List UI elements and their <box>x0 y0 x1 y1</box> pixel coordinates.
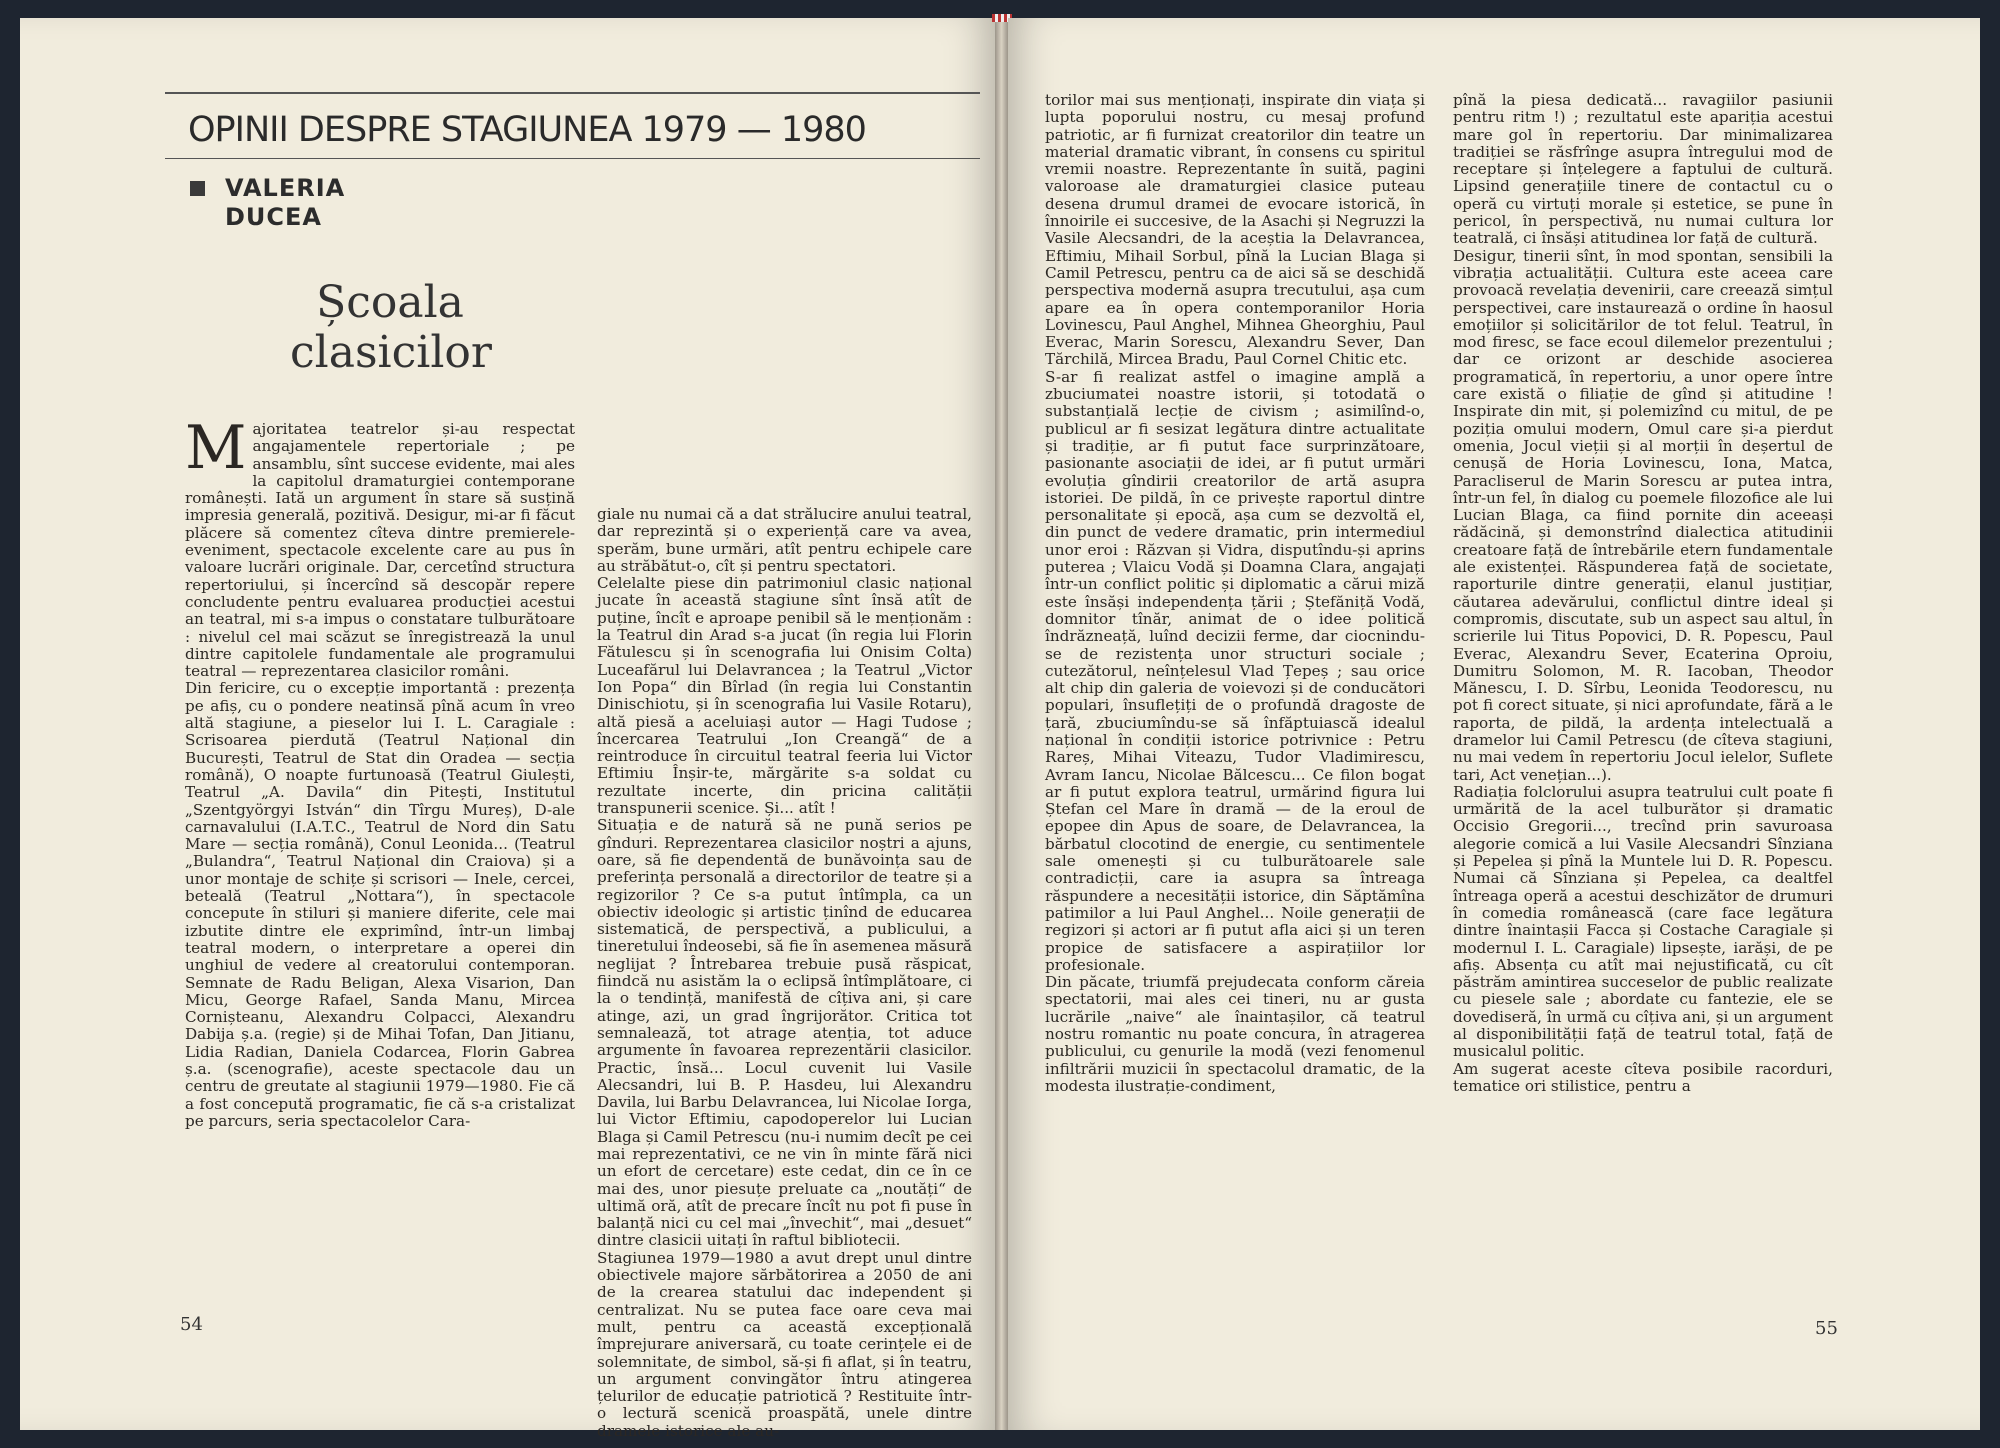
left-page <box>20 18 995 1440</box>
article-column-3: torilor mai sus menționați, inspirate din viața și lupta poporului nostru, cu mesaj profund patriotic, ar fi furnizat creatorilor din teatre un material dramatic vibrant, în consens cu spiritul vremii noastre. Reprezentante în suită, pagini valoroase ale dramaturgiei clasice puteau desena drumul dramei de evocare istorică, în înnoirile ei succesive, de la Asachi și Negruzzi la Vasile Alecsandri, de la aceștia la Delavrancea, Eftimiu, Mihail Sorbul, pînă la Lucian Blaga și Camil Petrescu, pentru ca de aici să se deschidă perspectiva modernă asupra trecutului, așa cum apare ea în opera contemporanilor Horia Lovinescu, Paul Anghel, Mihnea Gheorghiu, Paul Everac, Marin Sorescu, Alexandru Sever, Dan Tărchilă, Mircea Bradu, Paul Cornel Chitic etc. S-ar fi realizat astfel o imagine amplă a zbuciumatei noastre istorii, și totodată o substanțială lecție de civism ; asimilînd-o, publicul ar fi sesizat legătura dintre actualitate și tradiție, ar fi putut face surprinzătoare, pasionante asociații de idei, ar fi putut urmări evoluția gîndirii creatorilor de artă asupra istoriei. De pildă, în ce privește raportul dintre personalitate și epocă, așa cum se dezvoltă el, din punct de vedere dramatic, prin intermediul unor eroi : Răzvan și Vidra, disputîndu-și aprins puterea ; Vlaicu Vodă și Doamna Clara, angajați într-un conflict politic și diplomatic a cărui miză este însăși independența țării ; Ștefăniță Vodă, domnitor tînăr, animat de o idee politică îndrăzneață, luînd decizii ferme, dar ciocnindu-se de rezistența unor structuri sociale ; cutezătorul, neînțelesul Vlad Țepeș ; sau orice alt chip din galeria de voievozi și de conducători populari, însuflețiți de o profundă dragoste de țară, zbuciumîndu-se să înfăptuiască idealul național în condiții istorice potrivnice : Petru Rareș, Mihai Viteazu, Tudor Vladimirescu, Avram Iancu, Nicolae Bălcescu... Ce filon bogat ar fi putut explora teatrul, urmărind figura lui Ștefan cel Mare în dramă — de la eroul de epopee din Apus de soare, de Delavrancea, la bărbatul clocotind de energie, cu sentimentele sale omenești și cu tulburătoarele sale contradicții, care ia asupra sa întreaga răspundere a necesității istorice, din Săptămîna patimilor a lui Paul Anghel... Noile generații de regizori și actori ar fi putut afla aici și un teren propice de satisfacere a aspirațiilor lor profesionale. Din păcate, triumfă prejudecata conform căreia spectatorii, mai ales cei tineri, nu ar gusta lucrările „naive“ ale înaintașilor, că teatrul nostru romantic nu poate concura, în atragerea publicului, cu genurile la modă (vezi fenomenul infiltrării muzicii în spectacolul dramatic, de la modesta ilustrație-condiment, <box>1045 91 1425 1095</box>
article-column-2: giale nu numai că a dat strălucire anului teatral, dar reprezintă și o experiență care va avea, sperăm, bune urmări, atît pentru echipele care au străbătut-o, cît și pentru spectatori. Celelalte piese din patrimoniul clasic național jucate în această stagiune sînt însă atît de puține, încît e aproape penibil să le menționăm : la Teatrul din Arad s-a jucat (în regia lui Florin Fătulescu și în scenografia lui Onisim Colta) Luceafărul lui Delavrancea ; la Teatrul „Victor Ion Popa“ din Bîrlad (în regia lui Constantin Dinischiotu, și în scenografia lui Vasile Rotaru), altă piesă a aceluiași autor — Hagi Tudose ; încercarea Teatrului „Ion Creangă“ de a reintroduce în circuitul teatral feeria lui Victor Eftimiu Înșir-te, mărgărite s-a soldat cu rezultate incerte, din pricina calității transpunerii scenice. Și... atît ! Situația e de natură să ne pună serios pe gînduri. Reprezentarea clasicilor noștri a ajuns, oare, să fie dependentă de bunăvoința sau de preferința personală a directorilor de teatre și a regizorilor ? Ce s-a putut întîmpla, ca un obiectiv ideologic și artistic ținînd de educarea sistematică, de perspectivă, a publicului, a tineretului îndeosebi, să fie în asemenea măsură neglijat ? Întrebarea trebuie pusă răspicat, fiindcă nu asistăm la o eclipsă întîmplătoare, ci la o tendință, manifestă de cîțiva ani, și care atinge, azi, un grad îngrijorător. Critica tot semnalează, tot atrage atenția, tot aduce argumente în favoarea reprezentării clasicilor. Practic, însă... Locul cuvenit lui Vasile Alecsandri, lui B. P. Hasdeu, lui Alexandru Davila, lui Barbu Delavrancea, lui Nicolae Iorga, lui Victor Eftimiu, capodoperelor lui Lucian Blaga și Camil Petrescu (nu-i numim decît pe cei mai reprezentativi, ce ne vin în minte fără nici un efort de cercetare) este cedat, din ce în ce mai des, unor piesuțe preluate ca „noutăți“ de ultimă oră, atît de precare încît nu pot fi puse în balanță nici cu cel mai „învechit“, mai „desuet“ dintre clasicii uitați în raftul bibliotecii. Stagiunea 1979—1980 a avut drept unul dintre obiectivele majore sărbătorirea a 2050 de ani de la crearea statului dac independent și centralizat. Nu se putea face oare ceva mai mult, pentru ca această excepțională împrejurare aniversară, cu toate cerințele ei de solemnitate, de simbol, să-și fi aflat, și în teatru, un argument convingător întru atingerea țelurilor de educație patriotică ? Restituite într-o lectură scenică proaspătă, unele dintre dramele istorice ale au- <box>597 505 972 1440</box>
author-bullet-icon <box>190 181 205 196</box>
author-name: VALERIA DUCEA <box>225 174 346 231</box>
column-1-text: ajoritatea teatrelor și-au respectat angajamentele repertoriale ; pe ansamblu, sînt succese evidente, mai ales la capitolul dramaturgiei contemporane românești. Iată un argument în stare să susțină impresia generală, pozitivă. Desigur, mi-ar fi făcut plăcere să comentez cîteva dintre premierele-eveniment, spectacole excelente care au pus în valoare lucrări originale. Dar, cercetînd structura repertoriului, și încercînd să descopăr repere concludente pentru evaluarea producției acestui an teatral, mi s-a impus o constatare tulburătoare : nivelul cel mai scăzut se înregistrează la unul dintre capitolele fundamentale ale programului teatral — reprezentarea clasicilor români. Din fericire, cu o excepție importantă : prezența pe afiș, cu o pondere neatinsă pînă acum în vreo altă stagiune, a pieselor lui I. L. Caragiale : Scrisoarea pierdută (Teatrul Național din București, Teatrul de Stat din Oradea — secția română), O noapte furtunoasă (Teatrul Giulești, Teatrul „A. Davila“ din Pitești, Institutul „Szentgyörgyi István“ din Tîrgu Mureș), D-ale carnavalului (I.A.T.C., Teatrul de Nord din Satu Mare — secția română), Conul Leonida... (Teatrul „Bulandra“, Teatrul Național din Craiova) și a unor montaje de schițe și scrisori — Inele, cercei, beteală (Teatrul „Nottara“), în spectacole concepute în stiluri și maniere diferite, cele mai izbutite dintre ele exprimînd, într-un limbaj teatral modern, o interpretare a operei din unghiul de vedere al creatorului contemporan. Semnate de Radu Beligan, Alexa Visarion, Dan Micu, George Rafael, Sanda Manu, Mircea Cornișteanu, Alexandru Colpacci, Alexandru Dabija ș.a. (regie) și de Mihai Tofan, Dan Jitianu, Lidia Radian, Daniela Codarcea, Florin Gabrea ș.a. (scenografie), aceste spectacole dau un centru de greutate al stagiunii 1979—1980. Fie că a fost concepută programatic, fie că s-a cristalizat pe parcurs, seria spectacolelor Cara- <box>185 420 575 1130</box>
heading-top-rule <box>165 92 980 94</box>
page-number-left: 54 <box>180 1314 203 1335</box>
section-heading: OPINII DESPRE STAGIUNEA 1979 — 1980 <box>188 110 866 150</box>
book-spine <box>995 18 1008 1430</box>
article-title: Școala clasicilor <box>290 277 492 378</box>
page-number-right: 55 <box>1815 1318 1838 1339</box>
article-column-1 <box>185 413 575 1130</box>
article-column-4: pînă la piesa dedicată... ravagiilor pasiunii pentru ritm !) ; rezultatul este apariția acestui mare gol în repertoriu. Dar minimalizarea tradiției se răsfrînge asupra întregului mod de receptare și înțelegere a faptului de cultură. Lipsind generațiile tinere de contactul cu o operă cu virtuți morale și estetice, se pune în pericol, în perspectivă, nu numai cultura lor teatrală, ci însăși atitudinea lor față de cultură. Desigur, tinerii sînt, în mod spontan, sensibili la vibrația actualității. Cultura este aceea care provoacă revelația devenirii, care creează simțul perspectivei, care instaurează o ordine în haosul emoțiilor și solicitărilor de tot felul. Teatrul, în mod firesc, se face ecoul dilemelor prezentului ; dar ce orizont ar deschide asocierea programatică, în repertoriu, a unor opere între care există o filiație de gînd și atitudine ! Inspirate din mit, și polemizînd cu mitul, de pe poziția omului modern, Omul care și-a pierdut omenia, Jocul vieții și al morții în deșertul de cenușă de Horia Lovinescu, Iona, Matca, Paracliserul de Marin Sorescu ar putea intra, într-un fel, în dialog cu poemele filozofice ale lui Lucian Blaga, ca fiind pornite din aceeași rădăcină, și demonstrînd dialectica atitudinii creatoare față de întrebările etern fundamentale ale existenței. Răspunderea față de societate, raporturile dintre generații, elanul justițiar, căutarea adevărului, conflictul dintre ideal și compromis, discutate, sub un aspect sau altul, în scrierile lui Titus Popovici, D. R. Popescu, Paul Everac, Alexandru Sever, Ecaterina Oproiu, Dumitru Solomon, M. R. Iacoban, Theodor Mănescu, I. D. Sîrbu, Leonida Teodorescu, nu pot fi corect situate, și nici aprofundate, fără a le raporta, de pildă, la ardența intelectuală a dramelor lui Camil Petrescu (de cîteva stagiuni, nu mai vedem în repertoriu Jocul ielelor, Suflete tari, Act venețian...). Radiația folclorului asupra teatrului cult poate fi urmărită de la acel tulburător și dramatic Occisio Gregorii..., trecînd prin savuroasa alegorie comică a lui Vasile Alecsandri Sînziana și Pepelea și pînă la Muntele lui D. R. Popescu. Numai că Sînziana și Pepelea, ca dealtfel întreaga operă a acestui deschizător de drumuri în comedia românească (care face legătura dintre înaintașii Facca și Costache Caragiale și modernul I. L. Caragiale) lipsește, iarăși, de pe afiș. Absența cu atît mai nejustificată, cu cît păstrăm amintirea succeselor de public realizate cu piesele sale ; abordate cu fantezie, ele se dovediseră, în urmă cu cîțiva ani, și un argument al disponibilității față de teatrul total, față de musicalul politic. Am sugerat aceste cîteva posibile racorduri, tematice ori stilistice, pentru a <box>1453 91 1833 1095</box>
right-page <box>1008 18 1980 1430</box>
heading-bottom-rule <box>165 158 980 159</box>
drop-cap: M <box>185 413 247 483</box>
